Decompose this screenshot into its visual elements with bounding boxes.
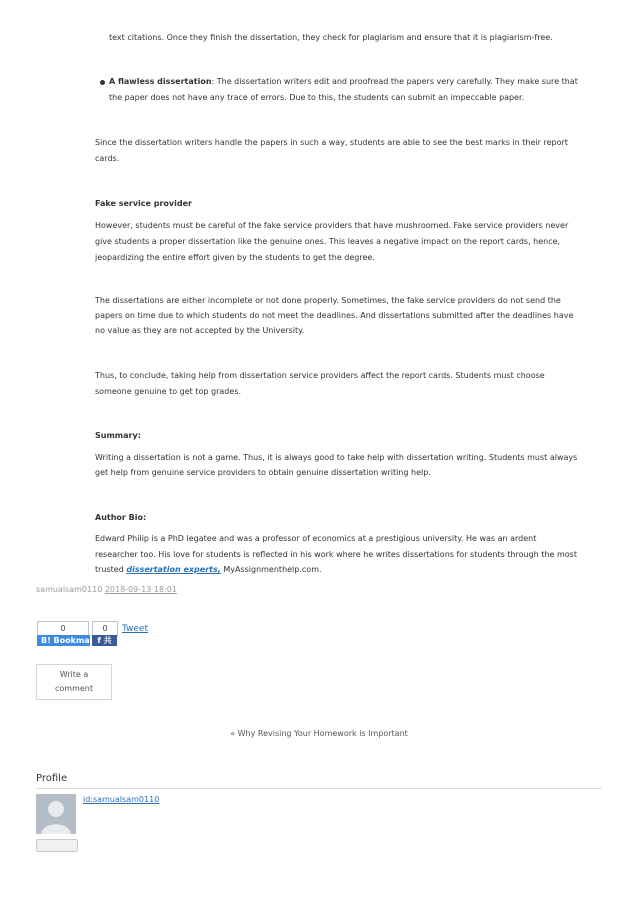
dissertation-experts-link[interactable]: dissertation experts, (126, 565, 221, 574)
profile-follow-button[interactable] (36, 839, 78, 852)
author-line1: Edward Philip is a PhD legatee and was a professor of economics at a prestigious university. He was an ardent (95, 534, 537, 543)
author-line3 (95, 562, 322, 578)
bullet-marker (100, 80, 105, 85)
entry-timestamp-link[interactable]: 2018-09-13 18:01 (104, 585, 177, 594)
intro-tail-text: text citations. Once they finish the dissertation, they check for plagiarism and ensure that it is plagiarism-free. (109, 33, 553, 42)
conclude-line1: Thus, to conclude, taking help from dissertation service providers affect the report cards. Students must choose (95, 371, 545, 380)
bullet-text-line2: the paper does not have any trace of errors. Due to this, the students can submit an impeccable paper. (109, 93, 525, 102)
heading-summary: Summary: (95, 431, 141, 440)
summary-line2: get help from genuine service providers to obtain genuine dissertation writing help. (95, 468, 431, 477)
profile-divider (36, 788, 602, 789)
bullet-flawless (109, 74, 578, 90)
however-line2: give students a proper dissertation like the genuine ones. This leaves a negative impact on the report cards, hence, (95, 237, 561, 246)
incomplete-line2: papers on time due to which students do not meet the deadlines. And dissertations submitted after the deadlines have (95, 311, 574, 320)
however-line1: However, students must be careful of the fake service providers that have mushroomed. Fake service providers never (95, 221, 569, 230)
facebook-count: 0 (92, 621, 118, 636)
heading-author-bio: Author Bio: (95, 513, 147, 522)
conclude-line2: someone genuine to get top grades. (95, 387, 241, 396)
heading-fake-service: Fake service provider (95, 199, 192, 208)
facebook-share-button[interactable]: f 共 (92, 635, 117, 646)
prev-entry-link[interactable]: « Why Revising Your Homework is Important (230, 729, 408, 738)
avatar-silhouette-icon (36, 794, 76, 834)
tweet-button[interactable]: Tweet (122, 624, 148, 634)
however-line3: jeopardizing the entire effort given by the students to get the degree. (95, 253, 375, 262)
since-line1: Since the dissertation writers handle the papers in such a way, students are able to see the best marks in their report (95, 138, 568, 147)
author-name: samualsam0110 (36, 585, 103, 594)
profile-id-link[interactable]: id:samualsam0110 (83, 795, 160, 804)
author-line3-post: MyAssignmenthelp.com. (220, 565, 322, 574)
incomplete-line3: no value as they are not accepted by the University. (95, 326, 305, 335)
write-comment-line2: comment (54, 684, 93, 693)
author-line3-pre: trusted (95, 565, 127, 574)
entry-meta (36, 585, 177, 594)
bullet-title: A flawless dissertation (109, 77, 212, 86)
author-line2: researcher too. His love for students is reflected in his work where he writes dissertations for students through the most (95, 550, 577, 559)
since-line2: cards. (95, 154, 120, 163)
bullet-text-line1: : The dissertation writers edit and proofread the papers very carefully. They make sure that (211, 77, 578, 86)
write-comment-button[interactable] (36, 664, 112, 700)
incomplete-line1: The dissertations are either incomplete or not done properly. Sometimes, the fake service providers do not send the (95, 296, 561, 305)
hatena-bookmark-button[interactable]: B! Bookma (37, 635, 90, 646)
write-comment-line1: Write a (59, 670, 89, 679)
hatena-count: 0 (37, 621, 89, 636)
avatar[interactable] (36, 794, 76, 834)
prev-entry-link-wrap (0, 729, 638, 738)
summary-line1: Writing a dissertation is not a game. Thus, it is always good to take help with dissertation writing. Students must always (95, 453, 578, 462)
profile-heading: Profile (36, 773, 68, 784)
